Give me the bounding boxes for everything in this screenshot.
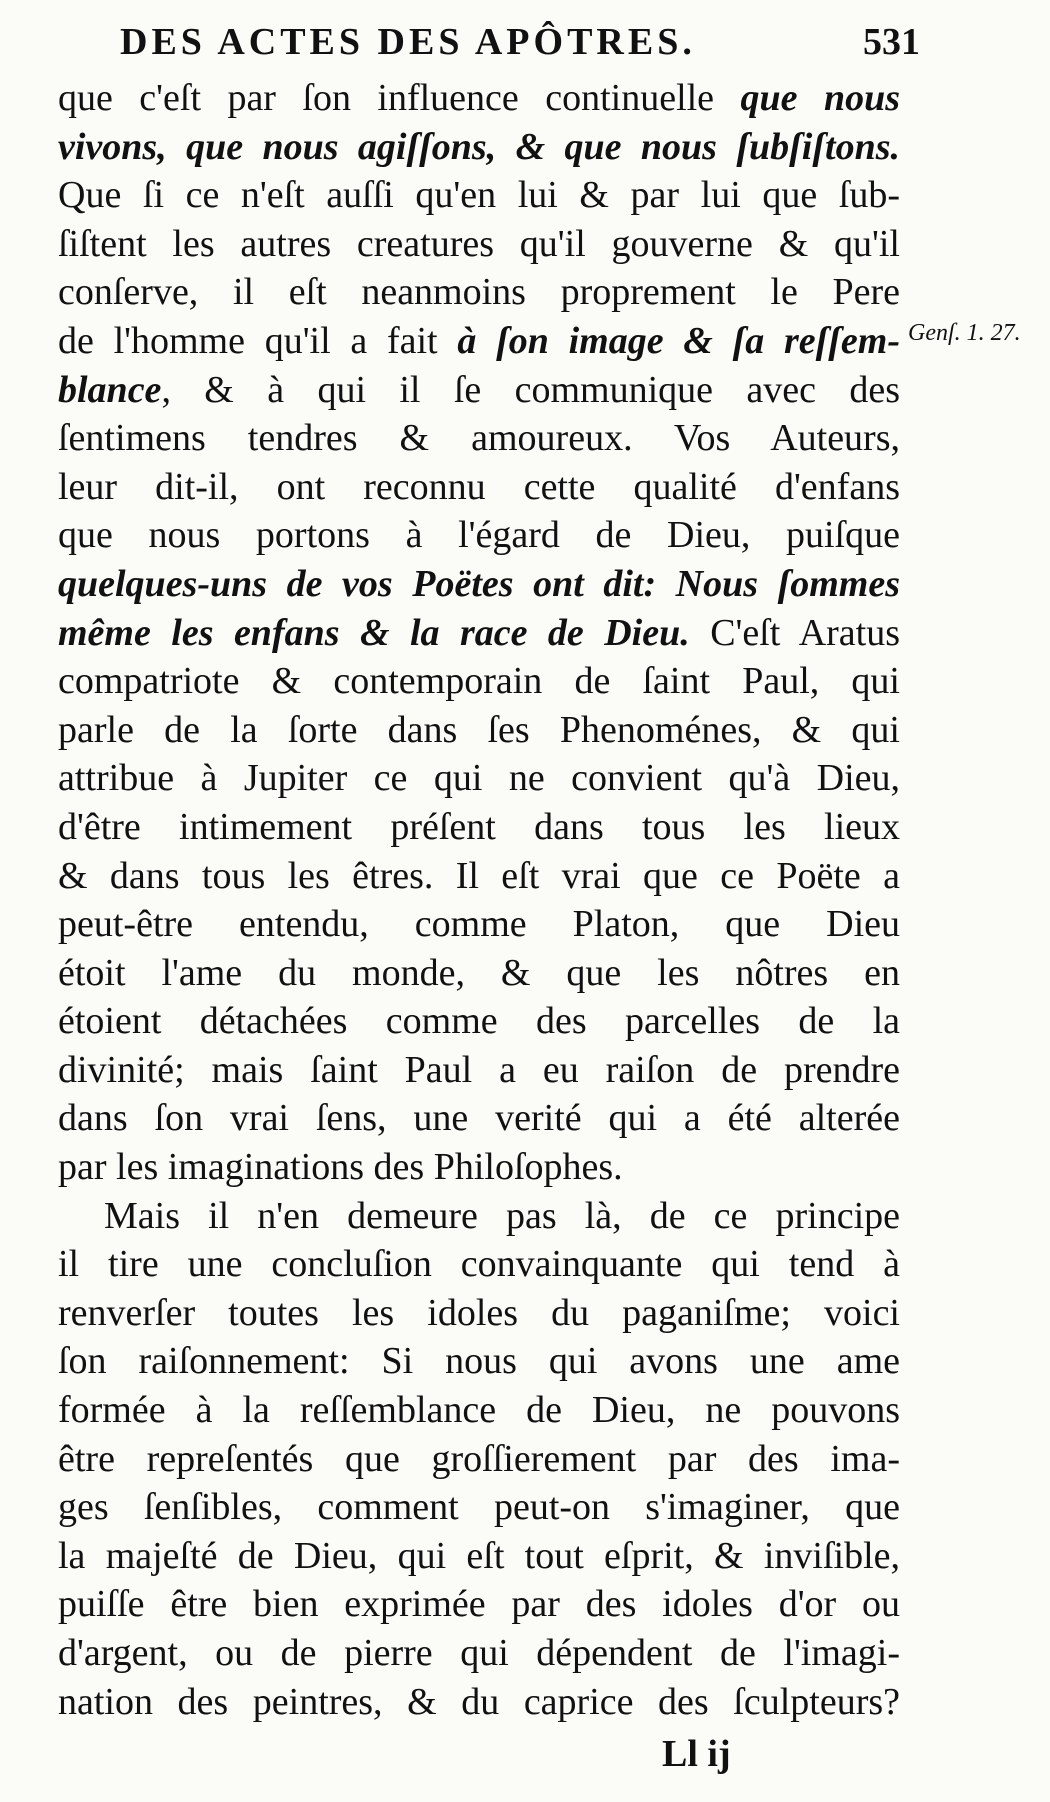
text-line: Mais il n'en demeure pas là, de ce principe [104, 1194, 900, 1237]
text-line: que nous portons à l'égard de Dieu, puiſque [58, 514, 900, 557]
text-line: ſon raiſonnement: Si nous qui avons une ame [58, 1340, 900, 1383]
text-line: la majeſté de Dieu, qui eſt tout eſprit, & inviſible, [58, 1534, 900, 1577]
text-line: Que ſi ce n'eſt auſſi qu'en lui & par lui que ſub- [58, 174, 900, 217]
body-text [58, 74, 900, 1726]
text-line: peut-être entendu, comme Platon, que Dieu [58, 903, 900, 946]
text-line: ges ſenſibles, comment peut-on s'imaginer, que [58, 1486, 900, 1529]
text-line: ſentimens tendres & amoureux. Vos Auteurs, [58, 417, 900, 460]
text-line: attribue à Jupiter ce qui ne convient qu'à Dieu, [58, 757, 900, 800]
running-title: DES ACTES DES APÔTRES. [120, 21, 696, 63]
text-line: renverſer toutes les idoles du paganiſme; voici [58, 1291, 900, 1334]
text-line: conſerve, il eſt neanmoins proprement le Pere [58, 271, 900, 314]
text-line: vivons, que nous agiſſons, & que nous ſubſiſtons. [58, 125, 900, 168]
text-line: dans ſon vrai ſens, une verité qui a été alterée [58, 1097, 900, 1140]
text-line: nation des peintres, & du caprice des ſculpteurs? [58, 1680, 900, 1723]
text-line: puiſſe être bien exprimée par des idoles d'or ou [58, 1583, 900, 1626]
page-number: 531 [863, 21, 920, 63]
text-line: quelques-uns de vos Poëtes ont dit: Nous ſommes [58, 562, 900, 605]
text-line: étoit l'ame du monde, & que les nôtres en [58, 951, 900, 994]
text-line: ſiſtent les autres creatures qu'il gouverne & qu'il [58, 222, 900, 265]
text-line: de l'homme qu'il a fait à ſon image & ſa reſſem- [58, 319, 900, 362]
text-line: d'être intimement préſent dans tous les lieux [58, 805, 900, 848]
text-line: il tire une concluſion convainquante qui tend à [58, 1243, 900, 1286]
text-line: que c'eſt par ſon influence continuelle que nous [58, 77, 900, 119]
running-head [120, 12, 920, 72]
text-line: formée à la reſſemblance de Dieu, ne pouvons [58, 1389, 900, 1432]
text-line: compatriote & contemporain de ſaint Paul, qui [58, 660, 900, 703]
text-line: même les enfans & la race de Dieu. C'eſt Aratus [58, 611, 900, 654]
text-line: blance, & à qui il ſe communique avec des [58, 368, 900, 411]
text-line: par les imaginations des Philoſophes. [58, 1146, 623, 1189]
margin-note: Genſ. 1. 27. [908, 320, 1021, 346]
signature-mark: Ll ij [662, 1733, 731, 1775]
text-line: étoient détachées comme des parcelles de la [58, 1000, 900, 1043]
text-line: & dans tous les êtres. Il eſt vrai que ce Poëte a [58, 854, 900, 897]
text-line: d'argent, ou de pierre qui dépendent de l'imagi- [58, 1632, 900, 1674]
text-line: divinité; mais ſaint Paul a eu raiſon de prendre [58, 1048, 900, 1091]
text-line: parle de la ſorte dans ſes Phenoménes, & qui [58, 708, 900, 751]
text-line: être repreſentés que groſſierement par des ima- [58, 1437, 900, 1480]
text-line: leur dit-il, ont reconnu cette qualité d'enfans [58, 465, 900, 508]
